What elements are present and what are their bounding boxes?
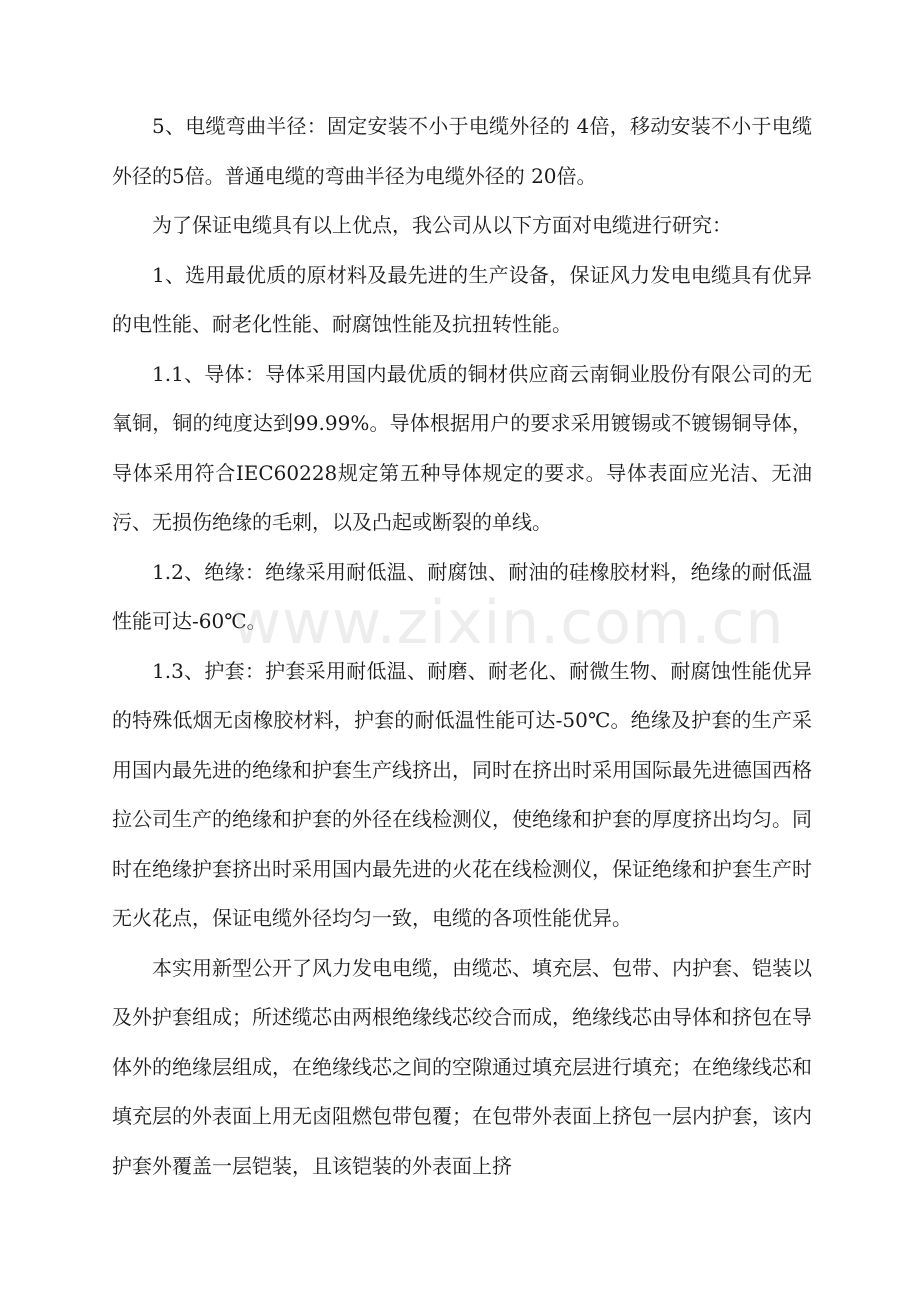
paragraph-bending-radius: 5、电缆弯曲半径：固定安装不小于电缆外径的 4倍，移动安装不小于电缆外径的5倍。普通电缆的弯曲半径为电缆外径的 20倍。 bbox=[112, 114, 812, 188]
paragraph-insulation: 1.2、绝缘：绝缘采用耐低温、耐腐蚀、耐油的硅橡胶材料，绝缘的耐低温性能可达-60℃。 bbox=[112, 559, 812, 633]
paragraph-utility-model: 本实用新型公开了风力发电电缆，由缆芯、填充层、包带、内护套、铠装以及外护套组成；所述缆芯由两根绝缘线芯绞合而成，绝缘线芯由导体和挤包在导体外的绝缘层组成，在绝缘线芯之间的空隙通过填充层进行填充；在绝缘线芯和填充层的外表面上用无卤阻燃包带包覆；在包带外表面上挤包一层内护套，该内护套外覆盖一层铠装，且该铠装的外表面上挤 bbox=[112, 955, 812, 1178]
watermark: www.zixin.com.cn bbox=[232, 588, 785, 658]
paragraph-research-intro: 为了保证电缆具有以上优点，我公司从以下方面对电缆进行研究： bbox=[152, 213, 732, 237]
paragraph-materials: 1、选用最优质的原材料及最先进的生产设备，保证风力发电电缆具有优异的电性能、耐老化性能、耐腐蚀性能及抗扭转性能。 bbox=[112, 262, 812, 336]
document-body bbox=[112, 102, 812, 1191]
paragraph-sheath: 1.3、护套：护套采用耐低温、耐磨、耐老化、耐微生物、耐腐蚀性能优异的特殊低烟无卤橡胶材料，护套的耐低温性能可达-50℃。绝缘及护套的生产采用国内最先进的绝缘和护套生产线挤出，同时在挤出时采用国际最先进德国西格拉公司生产的绝缘和护套的外径在线检测仪，使绝缘和护套的厚度挤出均匀。同时在绝缘护套挤出时采用国内最先进的火花在线检测仪，保证绝缘和护套生产时无火花点，保证电缆外径均匀一致，电缆的各项性能优异。 bbox=[112, 658, 812, 930]
paragraph-conductor: 1.1、导体：导体采用国内最优质的铜材供应商云南铜业股份有限公司的无氧铜，铜的纯度达到99.99%。导体根据用户的要求采用镀锡或不镀锡铜导体，导体采用符合IEC60228规定第五种导体规定的要求。导体表面应光洁、无油污、无损伤绝缘的毛刺，以及凸起或断裂的单线。 bbox=[112, 361, 812, 534]
